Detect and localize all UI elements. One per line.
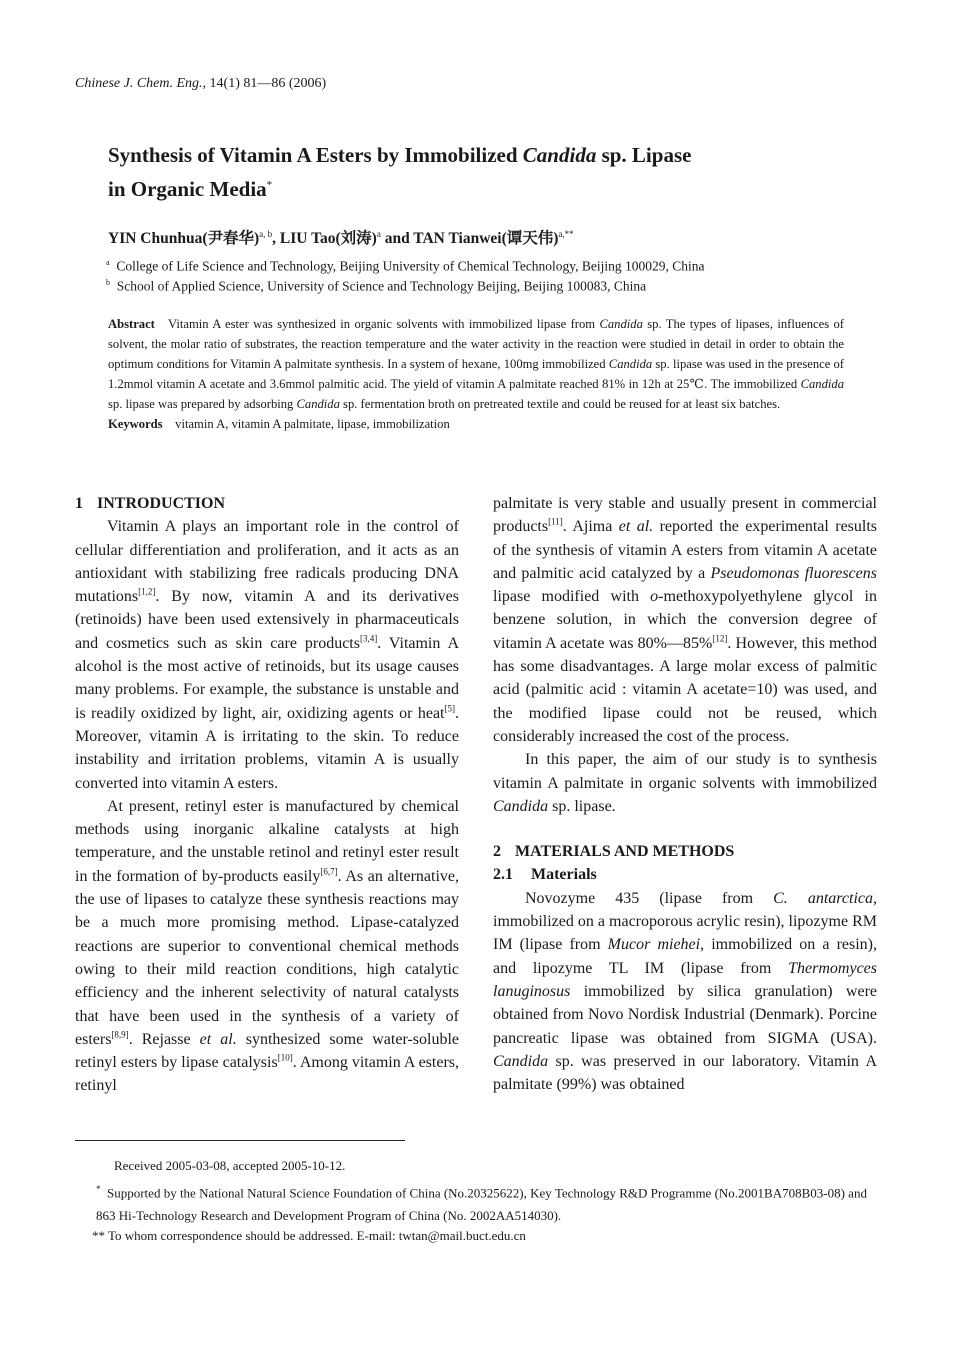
journal-name: Chinese J. Chem. Eng., <box>75 76 207 91</box>
left-column <box>75 492 459 1098</box>
paragraph: palmitate is very stable and usually present in commercial products[11]. Ajima et al. reported the experimental results of the synthesis of vitamin A esters from vitamin A acetate and palmitic acid catalyzed by a Pseudomonas fluorescens lipase modified with o-methoxypolyethylene glycol in benzene solution, in which the conversion degree of vitamin A acetate was 80%—85%[12]. However, this method has some disadvantages. A large molar excess of palmitic acid (palmitic acid : vitamin A acetate=10) was used, and the modified lipase could not be reused, which considerably increased the cost of the process. <box>493 495 878 745</box>
abstract-label: Abstract <box>108 317 155 331</box>
footnote-funding: * Supported by the National Natural Science Foundation of China (No.20325622), Key Technology R&D Programme (No.2001BA708B03-08) and 863 Hi-Technology Research and Development Program of China (No. 2002AA514030). <box>96 1184 867 1224</box>
paragraph: At present, retinyl ester is manufactured by chemical methods using inorganic alkaline catalysts at high temperature, and the unstable retinol and retinyl ester result in the formation of by-products easily[6,7]. As an alternative, the use of lipases to catalyze these synthesis reactions may be a much more promising method. Lipase-catalyzed reactions are superior to conventional chemical methods owing to their mild reaction conditions, high catalytic efficiency and the inherent selectivity of natural catalysts that have been used in the synthesis of a variety of esters[8,9]. Rejasse et al. synthesized some water-soluble retinyl esters by lipase catalysis[10]. Among vitamin A esters, retinyl <box>75 797 460 1095</box>
volume-pages: 14(1) 81—86 (2006) <box>209 76 327 91</box>
section-heading-materials-methods: 2 MATERIALS AND METHODS <box>493 843 735 861</box>
affiliation-b: $^b$ School of Applied Science, University of Science and Technology Beijing, Beijing 100083, China <box>106 278 647 294</box>
author-list: YIN Chunhua(尹春华)$^{a, b}$, LIU Tao(刘涛)$^a$ and TAN Tianwei(谭天伟)$^{a,**}$ <box>108 228 574 247</box>
paragraph: In this paper, the aim of our study is to synthesis vitamin A palmitate in organic solvents with immobilized Candida sp. lipase. <box>493 751 877 815</box>
affiliation-a: $^a$ College of Life Science and Technology, Beijing University of Chemical Technology, Beijing 100029, China <box>106 258 705 274</box>
abstract: Abstract Vitamin A ester was synthesized in organic solvents with immobilized lipase from Candida sp. The types of lipases, influences of solvent, the molar ratio of substrates, the reaction temperature and the water activity in the reaction were studied in detail in order to obtain the optimum conditions for Vitamin A palmitate synthesis. In a system of hexane, 100mg immobilized Candida sp. lipase was used in the presence of 1.2mmol vitamin A acetate and 3.6mmol palmitic acid. The yield of vitamin A palmitate reached 81% in 12h at 25℃. The immobilized Candida sp. lipase was prepared by adsorbing Candida sp. fermentation broth on pretreated textile and could be reused for at least six batches. Keywords vitamin A, vitamin A palmitate, lipase, immobilization <box>108 317 844 431</box>
paragraph: Vitamin A plays an important role in the control of cellular differentiation and proliferation, and it acts as an antioxidant with stabilizing free radicals producing DNA mutations[1,2]. By now, vitamin A and its derivatives (retinoids) have been used extensively in pharmaceuticals and cosmetics such as skin care products[3,4]. Vitamin A alcohol is the most active of retinoids, but its usage causes many problems. For example, the substance is unstable and is readily oxidized by light, air, oxidizing agents or heat[5]. Moreover, vitamin A is irritating to the skin. To reduce instability and irritation problems, vitamin A is usually converted into vitamin A esters. <box>75 518 459 792</box>
keywords: vitamin A, vitamin A palmitate, lipase, immobilization <box>175 417 450 431</box>
footnote-received: Received 2005-03-08, accepted 2005-10-12. <box>114 1158 346 1173</box>
footnote-correspondence: ** To whom correspondence should be addressed. E-mail: twtan@mail.buct.edu.cn <box>92 1228 526 1243</box>
keywords-label: Keywords <box>108 417 163 431</box>
subsection-heading-materials: 2.1 Materials <box>493 866 597 884</box>
journal-citation <box>75 76 326 92</box>
author-tan: TAN Tianwei(谭天伟) <box>413 230 559 247</box>
paper-title: Synthesis of Vitamin A Esters by Immobilized Candida sp. Lipase in Organic Media* <box>108 143 692 201</box>
paragraph: Novozyme 435 (lipase from C. antarctica, immobilized on a macroporous acrylic resin), lipozyme RM IM (lipase from Mucor miehei, immobilized on a resin), and lipozyme TL IM (lipase from Thermomyces lanuginosus immobilized by silica granulation) were obtained from Novo Nordisk Industrial (Denmark). Porcine pancreatic lipase was obtained from SIGMA (USA). Candida sp. was preserved in our laboratory. Vitamin A palmitate (99%) was obtained <box>493 889 878 1094</box>
right-column <box>493 492 877 1096</box>
footnote-divider <box>75 1140 405 1141</box>
author-yin: YIN Chunhua(尹春华) <box>108 230 260 247</box>
author-liu: LIU Tao(刘涛) <box>279 230 377 247</box>
section-heading-introduction: 1 INTRODUCTION <box>75 495 226 512</box>
